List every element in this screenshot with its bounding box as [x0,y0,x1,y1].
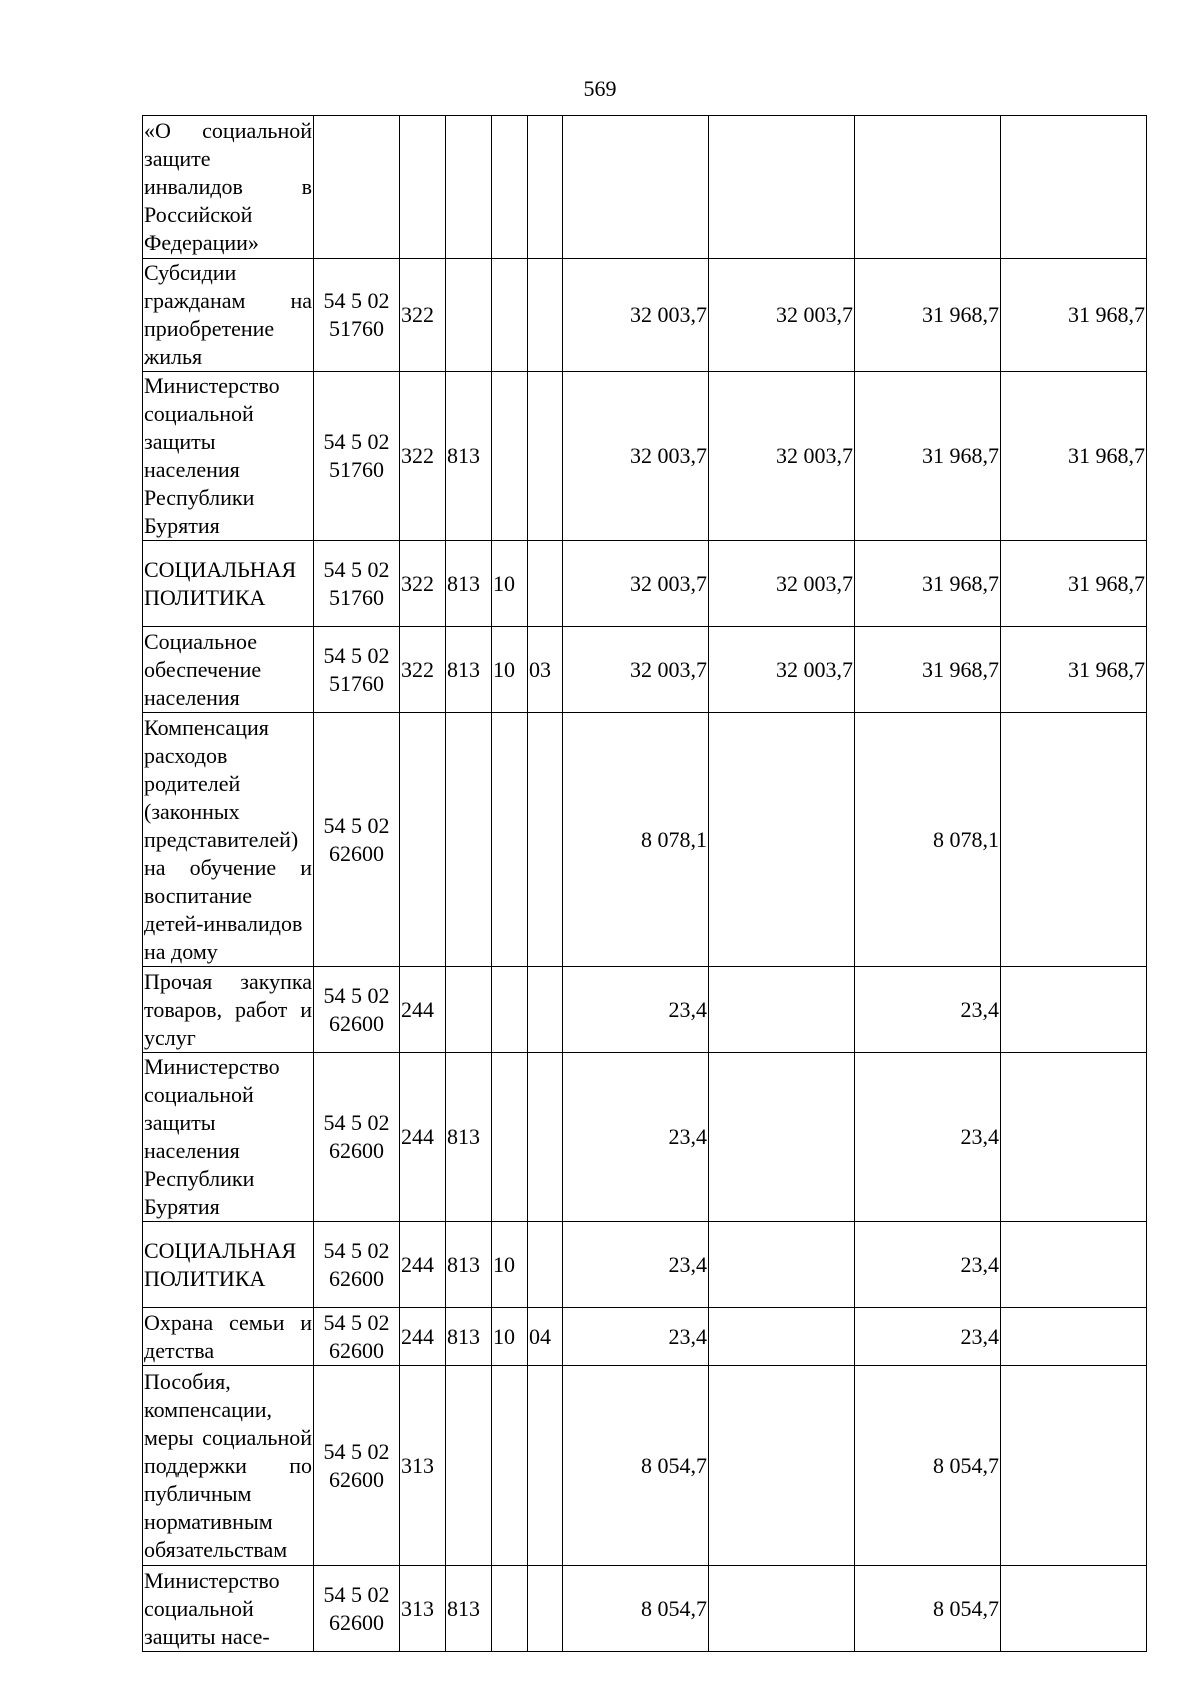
cell-ministry-code: 813 [446,1053,492,1222]
cell-amount-1: 8 078,1 [563,713,709,967]
cell-amount-2: 32 003,7 [709,627,855,713]
cell-section [492,116,528,259]
cell-amount-2 [709,1053,855,1222]
cell-amount-3: 8 054,7 [855,1566,1001,1652]
cell-amount-3: 23,4 [855,1222,1001,1308]
cell-amount-4: 31 968,7 [1001,259,1147,372]
cell-expense-type: 322 [400,541,446,627]
cell-amount-2: 32 003,7 [709,372,855,541]
cell-expense-type: 313 [400,1366,446,1566]
cell-target-article: 54 5 02 62600 [314,1366,400,1566]
cell-ministry-code [446,116,492,259]
cell-target-article: 54 5 02 62600 [314,967,400,1053]
cell-subsection [528,1366,563,1566]
table-row [143,1308,1147,1366]
cell-amount-1: 23,4 [563,1053,709,1222]
cell-subsection [528,1222,563,1308]
cell-ministry-code [446,259,492,372]
cell-expense-type: 313 [400,1566,446,1652]
cell-target-article: 54 5 02 62600 [314,1566,400,1652]
cell-name: Субсидии гражданам на приобретение жилья [143,259,314,372]
page-number: 569 [583,76,617,101]
cell-name: СОЦИАЛЬНАЯ ПОЛИТИКА [143,541,314,627]
cell-ministry-code: 813 [446,372,492,541]
cell-amount-3: 31 968,7 [855,627,1001,713]
cell-amount-1: 23,4 [563,1222,709,1308]
cell-ministry-code: 813 [446,541,492,627]
cell-expense-type: 244 [400,967,446,1053]
cell-name: Социальное обеспечение населения [143,627,314,713]
cell-amount-2 [709,116,855,259]
table-row [143,372,1147,541]
cell-name: Министерство социальной защиты населения Республики Бурятия [143,372,314,541]
cell-amount-4: 31 968,7 [1001,541,1147,627]
cell-amount-1: 8 054,7 [563,1366,709,1566]
cell-amount-3: 31 968,7 [855,259,1001,372]
cell-section [492,372,528,541]
cell-name: Охрана семьи и детства [143,1308,314,1366]
cell-amount-4 [1001,116,1147,259]
cell-expense-type [400,713,446,967]
cell-target-article: 54 5 02 62600 [314,1308,400,1366]
cell-ministry-code [446,1366,492,1566]
table-row [143,1366,1147,1566]
cell-subsection [528,713,563,967]
cell-amount-4: 31 968,7 [1001,627,1147,713]
cell-section [492,1053,528,1222]
cell-section: 10 [492,1222,528,1308]
table-row [143,259,1147,372]
cell-target-article: 54 5 02 62600 [314,713,400,967]
cell-amount-1: 8 054,7 [563,1566,709,1652]
cell-amount-2 [709,1366,855,1566]
cell-name: Компенсация расходов родителей (законных представителей) на обучение и воспитание детей-инвалидов на дому [143,713,314,967]
table-row [143,1053,1147,1222]
cell-amount-1: 23,4 [563,967,709,1053]
cell-name: СОЦИАЛЬНАЯ ПОЛИТИКА [143,1222,314,1308]
cell-amount-1: 32 003,7 [563,259,709,372]
table-row [143,713,1147,967]
cell-name: Министерство социальной защиты населения Республики Бурятия [143,1053,314,1222]
cell-target-article: 54 5 02 62600 [314,1053,400,1222]
table-row [143,116,1147,259]
cell-section: 10 [492,1308,528,1366]
cell-section: 10 [492,541,528,627]
cell-target-article: 54 5 02 62600 [314,1222,400,1308]
cell-amount-2 [709,713,855,967]
table-row [143,967,1147,1053]
cell-amount-4 [1001,1566,1147,1652]
cell-expense-type [400,116,446,259]
cell-section [492,967,528,1053]
cell-subsection: 04 [528,1308,563,1366]
cell-expense-type: 322 [400,259,446,372]
cell-amount-3: 8 078,1 [855,713,1001,967]
cell-amount-2 [709,1222,855,1308]
cell-amount-2: 32 003,7 [709,259,855,372]
cell-subsection [528,116,563,259]
cell-subsection [528,1566,563,1652]
cell-amount-4 [1001,713,1147,967]
cell-amount-4 [1001,1053,1147,1222]
cell-ministry-code [446,713,492,967]
cell-subsection [528,1053,563,1222]
cell-subsection [528,541,563,627]
cell-amount-3: 23,4 [855,967,1001,1053]
cell-ministry-code [446,967,492,1053]
cell-amount-3 [855,116,1001,259]
cell-amount-4: 31 968,7 [1001,372,1147,541]
cell-amount-3: 23,4 [855,1053,1001,1222]
table-row [143,627,1147,713]
cell-amount-2 [709,1566,855,1652]
cell-ministry-code: 813 [446,1566,492,1652]
cell-amount-1: 32 003,7 [563,372,709,541]
budget-table [142,115,1147,1652]
cell-amount-1 [563,116,709,259]
cell-amount-3: 31 968,7 [855,372,1001,541]
cell-amount-4 [1001,1222,1147,1308]
cell-section [492,259,528,372]
cell-amount-4 [1001,1366,1147,1566]
cell-expense-type: 322 [400,372,446,541]
cell-amount-4 [1001,967,1147,1053]
cell-target-article: 54 5 02 51760 [314,259,400,372]
table-row [143,1566,1147,1652]
cell-section [492,713,528,967]
cell-expense-type: 244 [400,1222,446,1308]
cell-target-article: 54 5 02 51760 [314,627,400,713]
cell-expense-type: 244 [400,1053,446,1222]
cell-name: Министерство социальной защиты насе- [143,1566,314,1652]
cell-target-article [314,116,400,259]
cell-amount-3: 31 968,7 [855,541,1001,627]
cell-target-article: 54 5 02 51760 [314,541,400,627]
cell-section: 10 [492,627,528,713]
cell-section [492,1566,528,1652]
cell-ministry-code: 813 [446,1222,492,1308]
cell-amount-1: 32 003,7 [563,541,709,627]
cell-subsection [528,967,563,1053]
cell-amount-1: 23,4 [563,1308,709,1366]
cell-subsection [528,372,563,541]
cell-amount-2 [709,1308,855,1366]
cell-expense-type: 244 [400,1308,446,1366]
cell-name: «О социальной защите инвалидов в Российской Федерации» [143,116,314,259]
cell-amount-4 [1001,1308,1147,1366]
cell-section [492,1366,528,1566]
table-row [143,541,1147,627]
cell-amount-2: 32 003,7 [709,541,855,627]
cell-ministry-code: 813 [446,1308,492,1366]
cell-expense-type: 322 [400,627,446,713]
cell-amount-1: 32 003,7 [563,627,709,713]
cell-subsection: 03 [528,627,563,713]
cell-ministry-code: 813 [446,627,492,713]
table-body [143,116,1147,1652]
cell-amount-3: 23,4 [855,1308,1001,1366]
cell-amount-2 [709,967,855,1053]
cell-target-article: 54 5 02 51760 [314,372,400,541]
cell-name: Прочая закупка товаров, работ и услуг [143,967,314,1053]
cell-name: Пособия, компенсации, меры социальной поддержки по публичным нормативным обязательствам [143,1366,314,1566]
cell-subsection [528,259,563,372]
cell-amount-3: 8 054,7 [855,1366,1001,1566]
table-row [143,1222,1147,1308]
